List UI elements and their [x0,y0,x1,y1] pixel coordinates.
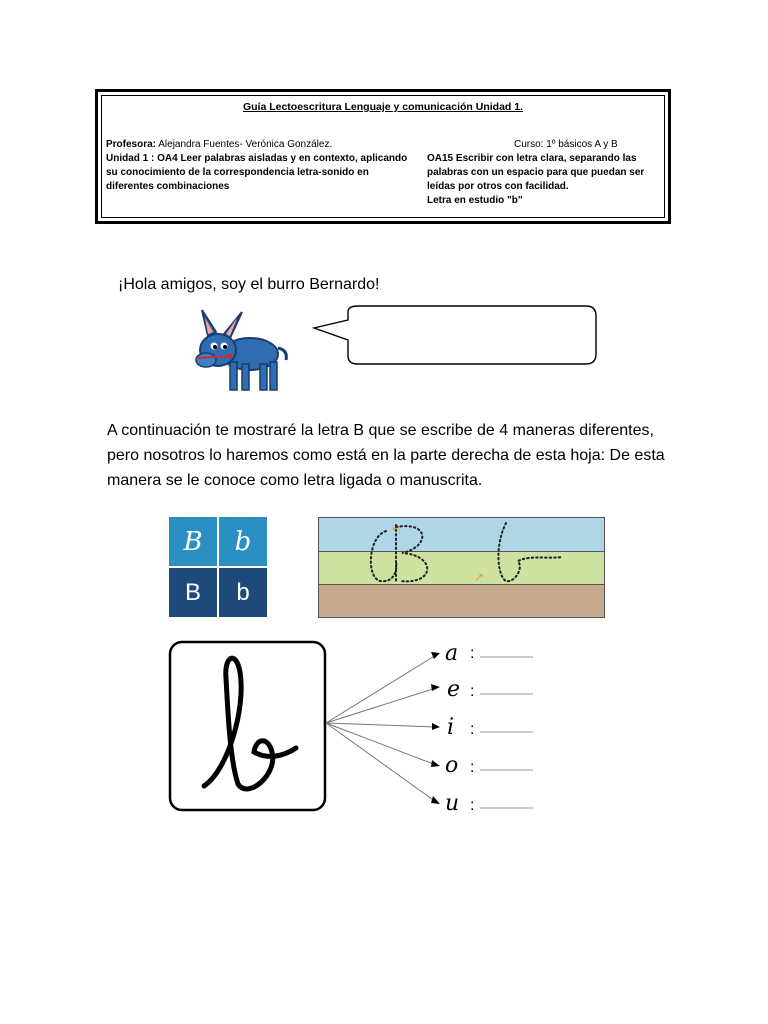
letter-forms-tiles [169,517,267,617]
vowel-i: i [447,715,455,740]
intro-paragraph: A continuación te mostraré la letra B que se escribe de 4 maneras diferentes, pero nosotros lo haremos como está en la parte derecha de esta hoja: De esta manera se le conoce como letra ligada o manuscrita. [107,422,665,489]
vowel-a: a [445,641,459,666]
vowel-u: u [445,791,460,816]
speech-bubble [312,304,602,370]
vowel-e: e [447,677,461,702]
tile-print-upper: B [169,568,217,617]
oa15-objective [427,152,667,208]
guide-title: Guía Lectoescritura Lenguaje y comunicación Unidad 1. [242,101,524,113]
oa15-line-1: OA15 Escribir con letra clara, separando las [427,153,637,164]
svg-text::: : [470,759,475,776]
donkey-illustration [190,306,290,396]
header-inner-border [101,95,665,218]
header-box [95,89,671,224]
teacher-line [106,138,332,152]
tile-cursive-lower: b [219,517,267,566]
oa15-line-3: leídas por otros con facilidad. [427,181,569,192]
unit-line-3: diferentes combinaciones [106,181,230,192]
svg-text::: : [470,721,475,738]
vowel-o: o [445,753,459,778]
course-line: Curso: 1º básicos A y B [514,139,618,150]
svg-text::: : [470,797,475,814]
teacher-label: Profesora: [106,139,157,150]
tracing-strip [318,517,605,618]
oa15-line-2: palabras con un espacio para que puedan ser [427,167,645,178]
start-arrow-icon: •↑ [392,522,403,536]
greeting-text: ¡Hola amigos, soy el burro Bernardo! [118,276,380,293]
tile-print-lower: b [219,568,267,617]
tile-cursive-upper: B [169,517,217,566]
letter-vowel-diagram [168,638,548,818]
svg-text::: : [470,645,475,662]
svg-text::: : [470,683,475,700]
start-arrow-icon-2: ↗ [474,570,485,584]
unit-line-2: su conocimiento de la correspondencia letra-sonido en [106,167,369,178]
study-letter-line: Letra en estudio "b" [427,195,523,206]
unit-line-1: Unidad 1 : OA4 Leer palabras aisladas y en contexto, aplicando [106,153,408,164]
teacher-names: Alejandra Fuentes- Verónica González. [158,139,333,150]
unit-objective [106,152,426,194]
